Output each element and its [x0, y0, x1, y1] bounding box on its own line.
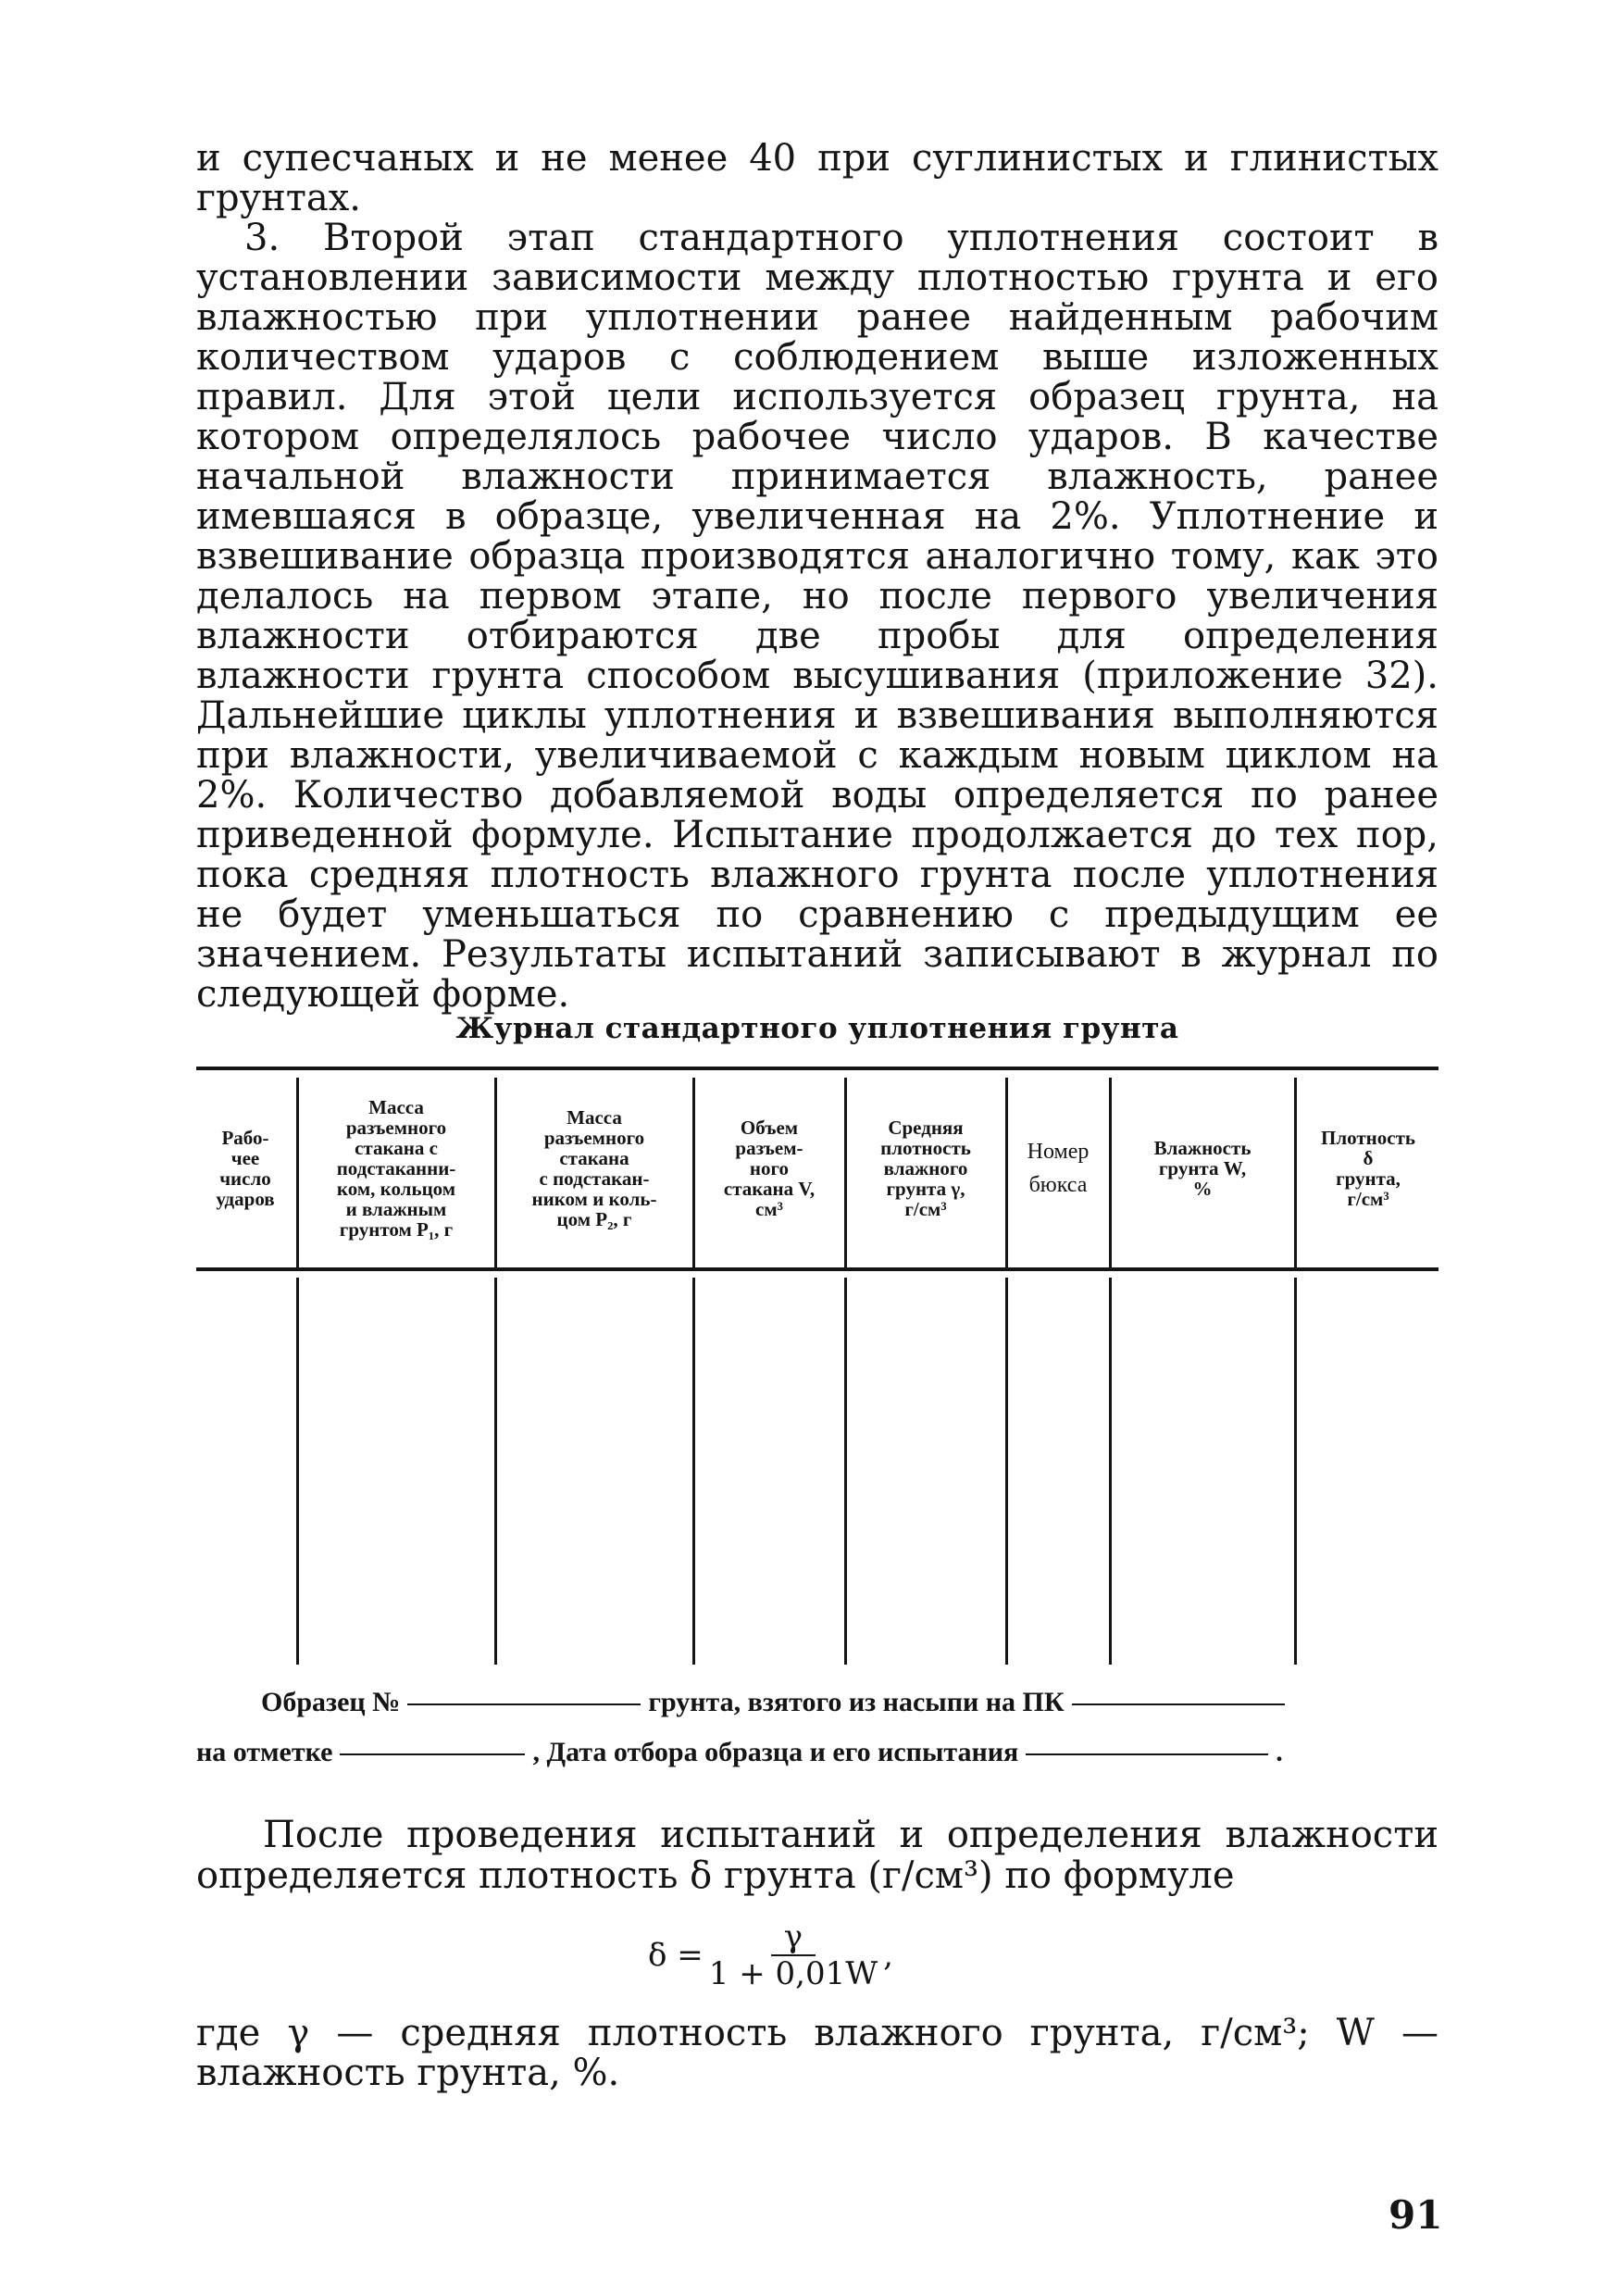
- table-top-rule: [196, 1067, 1438, 1070]
- header-line: грунта W,: [1158, 1156, 1247, 1179]
- header-line: влажного: [883, 1156, 968, 1179]
- form-elevation-line: [196, 1737, 1283, 1768]
- column-divider: [1294, 1078, 1297, 1268]
- header-line: Масса: [368, 1095, 424, 1118]
- header-blows: [196, 1074, 294, 1262]
- header-line: стакана V,: [723, 1177, 816, 1200]
- header-line: Объем: [740, 1116, 799, 1139]
- column-divider: [1005, 1078, 1008, 1268]
- header-line: цом P₂, г: [556, 1207, 632, 1230]
- column-divider: [692, 1278, 695, 1665]
- header-line: разъемного: [345, 1116, 447, 1139]
- paragraph-step-3: 3. Второй этап стандартного уплотнения состоит в установлении зависимости между плотностью грунта и его влажностью при уплотнении ранее найденным рабочим количеством ударов с соблюдением выше изложенных правил. Для этой цели используется образец грунта, на котором определялось рабочее число ударов. В качестве начальной влажности принимается влажность, ранее имевшаяся в образце, увеличенная на 2%. Уплотнение и взвешивание образца производятся аналогично тому, как это делалось на первом этапе, но после первого увеличения влажности отбираются две пробы для определения влажности грунта способом высушивания (приложение 32). Дальнейшие циклы уплотнения и взвешивания выполняются при влажности, увеличиваемой с каждым новым циклом на 2%. Количество добавляемой воды определяется по ранее приведенной формуле. Испытание продолжается до тех пор, пока средняя плотность влажного грунта после уплотнения не будет уменьшаться по сравнению с предыдущим ее значением. Результаты испытаний записывают в журнал по следующей форме.: [196, 217, 1438, 1016]
- column-divider: [692, 1078, 695, 1268]
- header-line: грунта γ,: [886, 1177, 965, 1200]
- header-line: ударов: [216, 1187, 275, 1210]
- header-line: ником и коль-: [531, 1187, 657, 1210]
- elevation-blank[interactable]: [340, 1753, 525, 1755]
- header-line: разъем-: [735, 1136, 803, 1159]
- header-density: [1298, 1074, 1438, 1262]
- column-divider: [1005, 1278, 1008, 1665]
- form-sample-line: [261, 1687, 1292, 1718]
- soil-from-label: грунта, взятого из насыпи на ПК: [648, 1687, 1065, 1717]
- formula-lhs: δ =: [648, 1937, 704, 1974]
- column-divider: [844, 1278, 847, 1665]
- header-box-number: [1009, 1074, 1107, 1262]
- header-line: разъемного: [543, 1126, 645, 1149]
- form-end-dot: .: [1276, 1737, 1283, 1767]
- formula-denominator: 1 + 0,01W: [708, 1955, 878, 1992]
- header-line: с подстакан-: [539, 1167, 650, 1190]
- header-line: Номер: [1027, 1139, 1090, 1164]
- header-line: Масса: [567, 1105, 622, 1129]
- column-divider: [1294, 1278, 1297, 1665]
- header-line: δ: [1363, 1146, 1374, 1169]
- column-divider: [296, 1278, 299, 1665]
- header-line: и влажным: [345, 1197, 447, 1220]
- header-line: Средняя: [888, 1116, 964, 1139]
- header-line: см³: [755, 1197, 783, 1220]
- header-mass-p1: [300, 1074, 492, 1262]
- paragraph-continuation: и супесчаных и не менее 40 при суглинистых и глинистых грунтах.: [196, 137, 1438, 219]
- formula-explanation: где γ — средняя плотность влажного грунта, г/см³; W — влажность грунта, %.: [196, 2012, 1438, 2094]
- header-line: Рабо-: [221, 1126, 269, 1149]
- date-blank[interactable]: [1026, 1753, 1268, 1755]
- header-line: г/см³: [1347, 1187, 1389, 1210]
- date-label: , Дата отбора образца и его испытания: [532, 1737, 1019, 1767]
- header-line: %: [1192, 1177, 1213, 1200]
- column-divider: [844, 1078, 847, 1268]
- header-line: Влажность: [1153, 1136, 1252, 1159]
- header-volume: [696, 1074, 842, 1262]
- header-line: плотность: [880, 1136, 971, 1159]
- header-line: г/см³: [904, 1197, 947, 1220]
- header-line: грунтом P₁, г: [339, 1217, 454, 1241]
- header-line: стакана с: [355, 1136, 438, 1159]
- header-line: чее: [230, 1146, 260, 1169]
- header-line: ного: [749, 1156, 790, 1179]
- header-mass-p2: [498, 1074, 691, 1262]
- formula-fraction: [708, 1918, 878, 1992]
- density-formula: [648, 1918, 893, 1992]
- column-divider: [1109, 1078, 1112, 1268]
- column-divider: [494, 1078, 497, 1268]
- header-moisture: [1113, 1074, 1292, 1262]
- sample-label: Образец №: [261, 1687, 401, 1717]
- table-title: Журнал стандартного уплотнения грунта: [455, 1012, 1179, 1045]
- header-line: ком, кольцом: [336, 1177, 456, 1200]
- header-line: бюкса: [1028, 1172, 1088, 1197]
- header-line: Плотность: [1321, 1126, 1415, 1149]
- column-divider: [494, 1278, 497, 1665]
- header-avg-density: [848, 1074, 1003, 1262]
- header-line: подстаканни-: [336, 1156, 456, 1179]
- column-divider: [1109, 1278, 1112, 1665]
- sample-number-blank[interactable]: [407, 1703, 641, 1705]
- station-blank[interactable]: [1072, 1703, 1285, 1705]
- table-header-rule: [196, 1267, 1438, 1271]
- formula-numerator: γ: [771, 1921, 816, 1956]
- elevation-label: на отметке: [196, 1737, 333, 1767]
- header-line: грунта,: [1336, 1167, 1401, 1190]
- column-divider: [296, 1078, 299, 1268]
- header-line: стакана: [559, 1146, 629, 1169]
- page-number: 91: [1389, 2192, 1443, 2238]
- paragraph-after-table: После проведения испытаний и определения влажности определяется плотность δ грунта (г/см³) по формуле: [196, 1814, 1438, 1897]
- header-line: число: [219, 1167, 271, 1190]
- formula-tail: ,: [883, 1937, 893, 1974]
